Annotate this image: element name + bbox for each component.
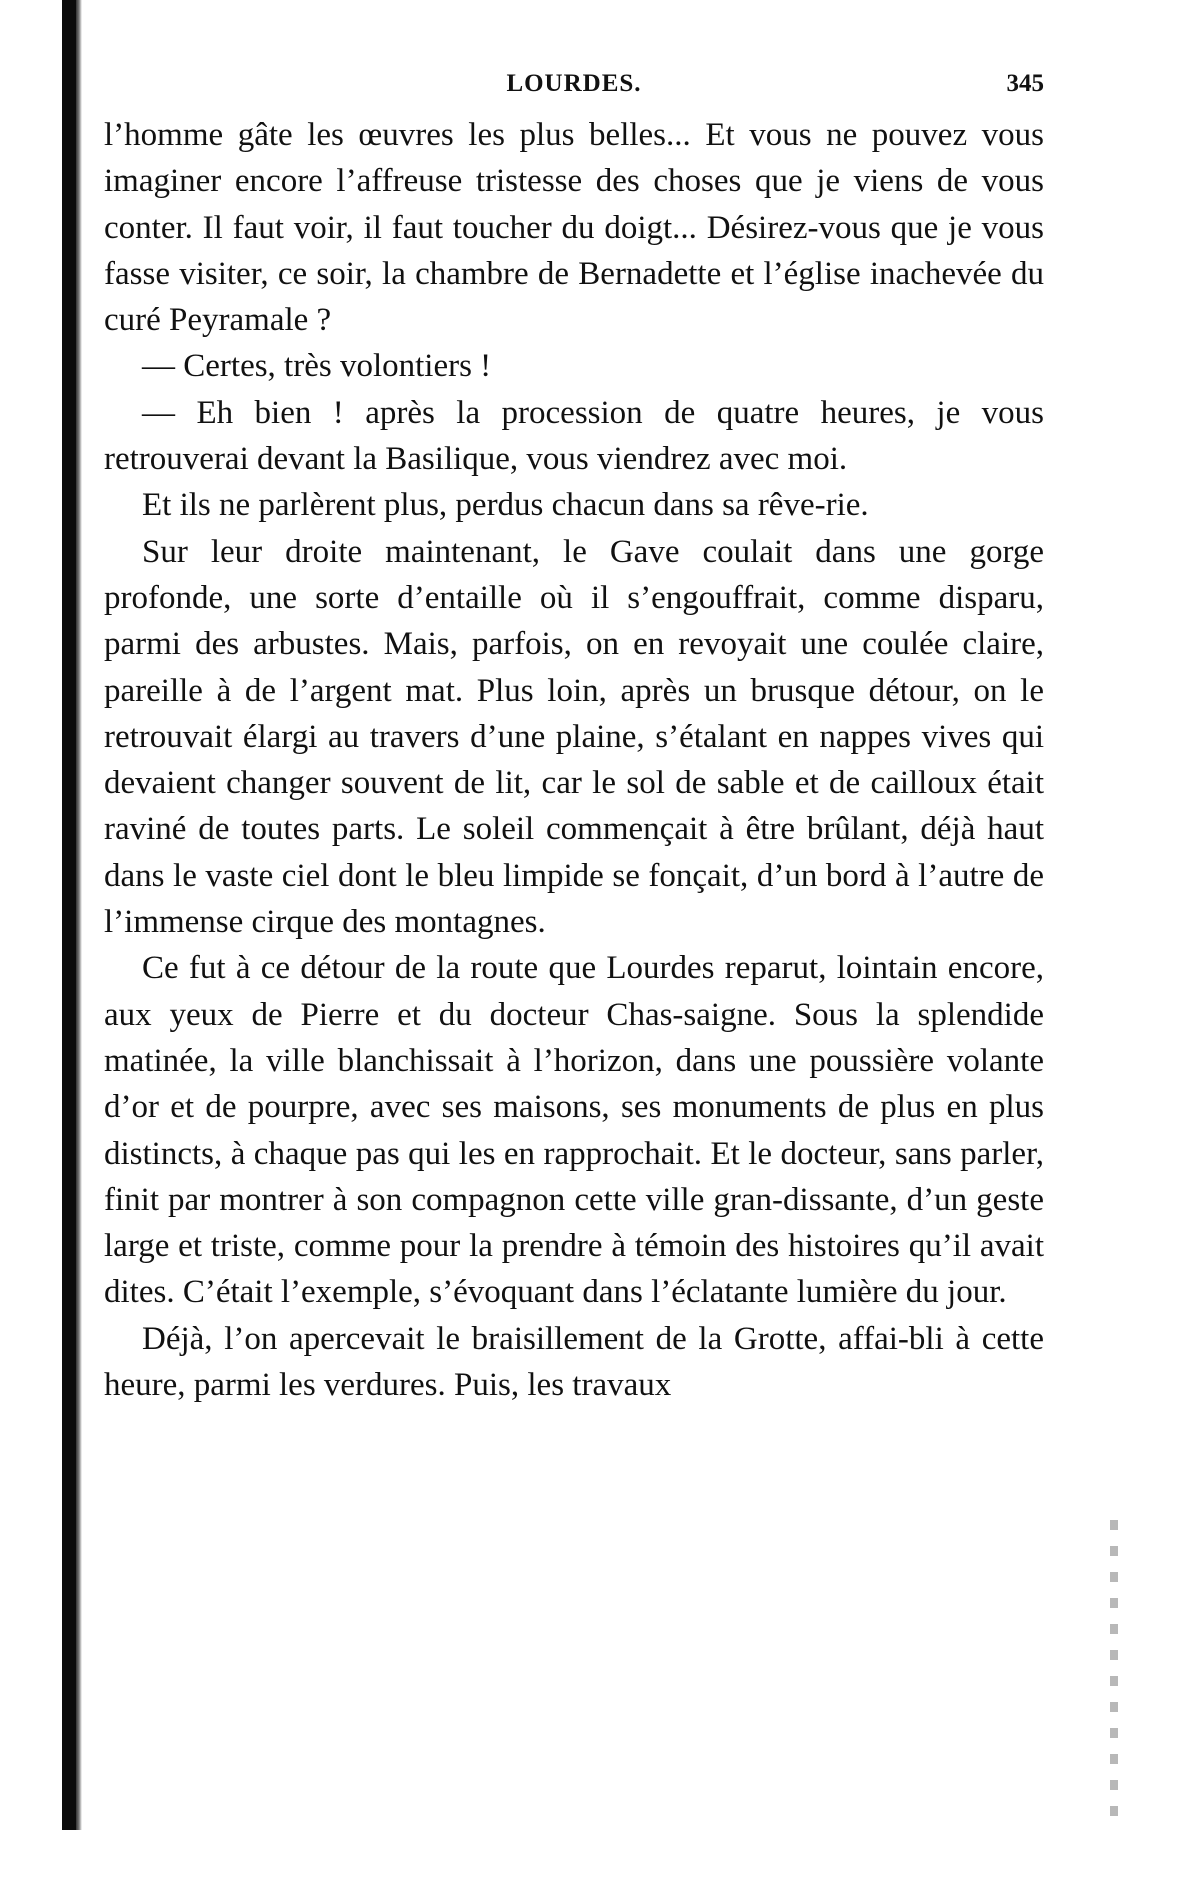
book-page xyxy=(104,62,1044,1408)
binding-edge xyxy=(62,0,76,1830)
body-text xyxy=(104,112,1044,1408)
paragraph-dialogue-reply: — Certes, très volontiers ! xyxy=(142,348,492,385)
running-head xyxy=(104,62,1044,112)
paragraph-continuation: l’homme gâte les œuvres les plus belles... Et vous ne pouvez vous imaginer encore l’affreuse tristesse des choses que je viens de vous conter. Il faut voir, il faut toucher du doigt... Désirez-vous que je vous fasse visiter, ce soir, la chambre de Bernadette et l’église inachevée du curé Peyramale ? xyxy=(104,117,1044,339)
paragraph-grotto: Déjà, l’on apercevait le braisillement de la Grotte, affai-bli à cette heure, parmi les verdures. Puis, les travaux xyxy=(104,1320,1044,1404)
margin-ticks xyxy=(1110,1520,1118,1820)
running-title: LOURDES. xyxy=(506,70,642,97)
paragraph-gave-river: Sur leur droite maintenant, le Gave coulait dans une gorge profonde, une sorte d’entaille où il s’engouffrait, comme disparu, parmi des arbustes. Mais, parfois, on en revoyait une coulée claire, pareille à de l’argent mat. Plus loin, après un brusque détour, on le retrouvait élargi au travers d’une plaine, s’étalant en nappes vives qui devaient changer souvent de lit, car le sol de sable et de cailloux était raviné de toutes parts. Le soleil commençait à être brûlant, déjà haut dans le vaste ciel dont le bleu limpide se fonçait, d’un bord à l’autre de l’immense cirque des montagnes. xyxy=(104,533,1044,941)
paragraph-dialogue-proposal: — Eh bien ! après la procession de quatre heures, je vous retrouverai devant la Basilique, vous viendrez avec moi. xyxy=(104,394,1044,478)
paragraph-lourdes-reappears: Ce fut à ce détour de la route que Lourdes reparut, lointain encore, aux yeux de Pierre et du docteur Chas-saigne. Sous la splendide matinée, la ville blanchissait à l’horizon, dans une poussière volante d’or et de pourpre, avec ses maisons, ses monuments de plus en plus distincts, à chaque pas qui les en rapprochait. Et le docteur, sans parler, finit par montrer à son compagnon cette ville gran-dissante, d’un geste large et triste, comme pour la prendre à témoin des histoires qu’il avait dites. C’était l’exemple, s’évoquant dans l’éclatante lumière du jour. xyxy=(104,950,1044,1311)
paragraph-reverie: Et ils ne parlèrent plus, perdus chacun dans sa rêve-rie. xyxy=(142,487,869,524)
page-number: 345 xyxy=(1006,70,1044,97)
